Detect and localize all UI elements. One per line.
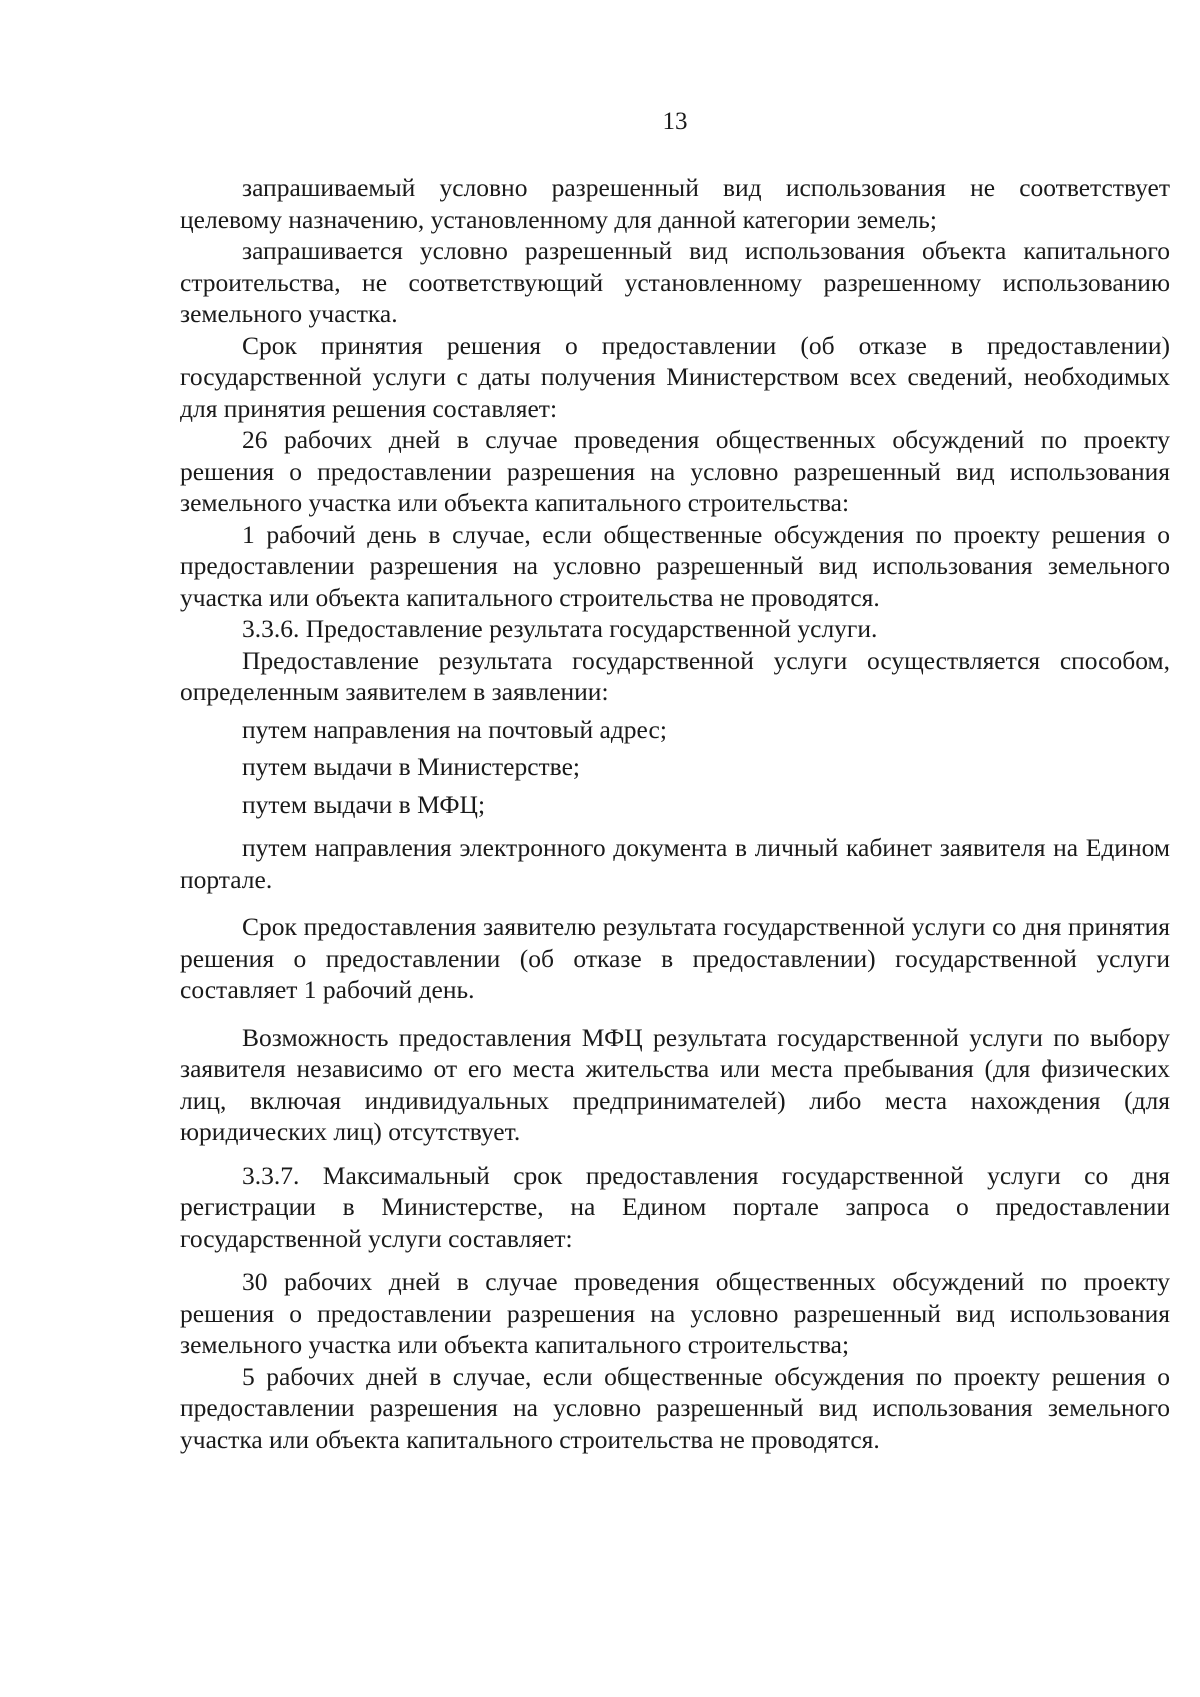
paragraph-1-day: 1 рабочий день в случае, если общественные обсуждения по проекту решения о предоставлении разрешения на условно разрешенный вид использования земельного участка или объекта капитального строительства не проводятся. [180,519,1170,612]
list-item-postal: путем направления на почтовый адрес; [242,714,667,744]
paragraph-decision-term: Срок принятия решения о предоставлении (об отказе в предоставлении) государственной услуги с даты получения Министерством всех сведений, необходимых для принятия решения составляет: [180,330,1170,423]
paragraph-mfc-possibility: Возможность предоставления МФЦ результата государственной услуги по выбору заявителя независимо от его места жительства или места пребывания (для физических лиц, включая индивидуальных предпринимателей) либо места нахождения (для юридических лиц) отсутствует. [180,1022,1170,1146]
paragraph-land-purpose: запрашиваемый условно разрешенный вид использования не соответствует целевому назначению, установленному для данной категории земель; [180,173,1170,234]
paragraph-26-days: 26 рабочих дней в случае проведения общественных обсуждений по проекту решения о предоставлении разрешения на условно разрешенный вид использования земельного участка или объекта капитального строительства: [180,425,1170,517]
page-number: 13 [662,108,688,135]
list-item-mfc: путем выдачи в МФЦ; [242,789,486,819]
paragraph-result-method: Предоставление результата государственной услуги осуществляется способом, определенным заявителем в заявлении: [180,645,1170,706]
paragraph-result-term: Срок предоставления заявителю результата государственной услуги со дня принятия решения о предоставлении (об отказе в предоставлении) государственной услуги составляет 1 рабочий день. [180,912,1170,1004]
list-item-ministry: путем выдачи в Министерстве; [242,752,580,781]
paragraph-permitted-use: запрашивается условно разрешенный вид использования объекта капитального строительства, не соответствующий установленному разрешенному использованию земельного участка. [180,236,1170,328]
list-item-portal: путем направления электронного документа в личный кабинет заявителя на Едином портале. [180,833,1170,894]
section-heading-3-3-6: 3.3.6. Предоставление результата государственной услуги. [242,614,878,643]
section-heading-3-3-7: 3.3.7. Максимальный срок предоставления государственной услуги со дня регистрации в Министерстве, на Едином портале запроса о предоставлении государственной услуги составляет: [180,1160,1170,1253]
paragraph-30-days: 30 рабочих дней в случае проведения общественных обсуждений по проекту решения о предоставлении разрешения на условно разрешенный вид использования земельного участка или объекта капитального строительства; [180,1267,1170,1359]
document-body [180,172,1170,1455]
paragraph-5-days: 5 рабочих дней в случае, если общественные обсуждения по проекту решения о предоставлении разрешения на условно разрешенный вид использования земельного участка или объекта капитального строительства не проводятся. [180,1361,1170,1454]
